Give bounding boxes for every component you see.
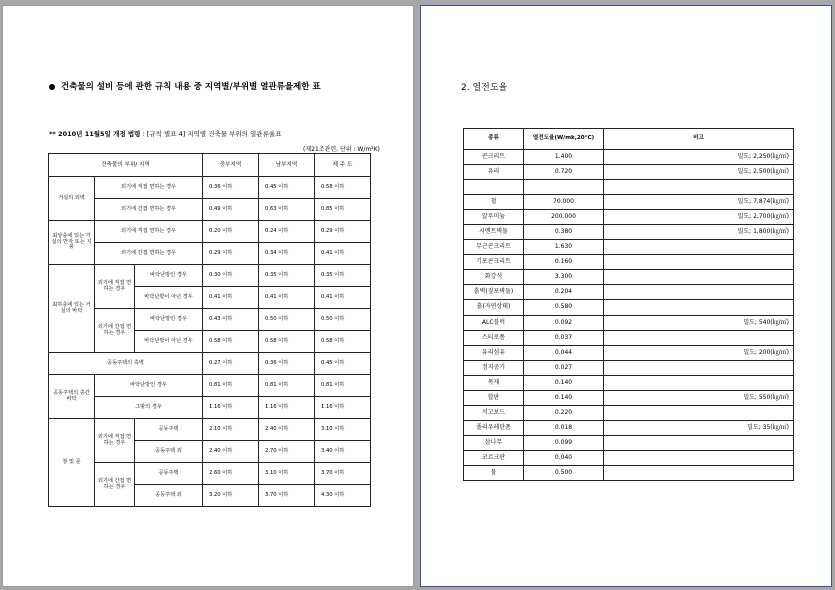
conductivity-value: 0.500 [524, 465, 604, 480]
density-note [604, 405, 794, 420]
row-label: 거실의 외벽 [49, 177, 95, 221]
right-page [420, 5, 832, 587]
value-cell: 2.70 이하 [259, 441, 315, 463]
row-condition: 외기에 직접 면하는 경우 [95, 221, 203, 243]
conductivity-value: 0.044 [524, 345, 604, 360]
header-note: 비고 [604, 129, 794, 150]
table-row [49, 419, 371, 441]
value-cell: 0.35 이하 [259, 265, 315, 287]
value-cell: 0.30 이하 [203, 265, 259, 287]
header-central: 중부지역 [203, 154, 259, 177]
density-note [604, 180, 794, 195]
bullet-icon [49, 84, 55, 90]
value-cell: 0.29 이하 [315, 221, 371, 243]
subtitle-text: : [규칙 별표 4] 지역별 건축물 부위의 열관류율표 [140, 130, 282, 138]
table-row [464, 450, 794, 465]
density-note [604, 330, 794, 345]
table-row [49, 463, 371, 485]
material-name: 흙(자연상태) [464, 300, 524, 315]
row-subgroup: 외기에 간접 면하는 경우 [95, 309, 135, 353]
value-cell: 0.58 이하 [259, 331, 315, 353]
value-cell: 0.50 이하 [315, 309, 371, 331]
density-note: 밀도; 2,500(㎏/㎥) [604, 165, 794, 180]
value-cell: 0.34 이하 [259, 243, 315, 265]
material-name: 정지공기 [464, 360, 524, 375]
table-row [464, 330, 794, 345]
table-row [49, 309, 371, 331]
value-cell: 2.40 이하 [259, 419, 315, 441]
conductivity-title: 2. 열전도율 [461, 83, 508, 93]
row-condition: 공동주택 외 [135, 441, 203, 463]
value-cell: 0.41 이하 [315, 287, 371, 309]
material-name: 합판 [464, 390, 524, 405]
density-note: 밀도; 2,700(㎏/㎥) [604, 210, 794, 225]
u-value-table [48, 153, 371, 507]
row-subgroup: 외기에 직접 면하는 경우 [95, 419, 135, 463]
material-name: 삼나무 [464, 435, 524, 450]
value-cell: 0.41 이하 [203, 287, 259, 309]
value-cell: 0.29 이하 [203, 243, 259, 265]
material-name: 시멘트벽돌 [464, 225, 524, 240]
conductivity-value: 3.300 [524, 270, 604, 285]
conductivity-value: 0.580 [524, 300, 604, 315]
conductivity-value: 200.000 [524, 210, 604, 225]
table-row [464, 165, 794, 180]
row-condition: 공동주택 [135, 419, 203, 441]
material-name: 유리섬유 [464, 345, 524, 360]
material-name: 철 [464, 195, 524, 210]
table-row [464, 285, 794, 300]
row-condition: 외기에 직접 면하는 경우 [95, 177, 203, 199]
row-condition: 바닥난방인 경우 [135, 309, 203, 331]
table-row [464, 360, 794, 375]
density-note: 밀도; 7,874(㎏/㎥) [604, 195, 794, 210]
value-cell: 3.70 이하 [259, 485, 315, 507]
table-row [464, 180, 794, 195]
value-cell: 0.24 이하 [259, 221, 315, 243]
table-row [464, 420, 794, 435]
value-cell: 3.70 이하 [315, 463, 371, 485]
table-row [464, 435, 794, 450]
row-label: 공동주택의 층간 바닥 [49, 375, 95, 419]
table-row [49, 375, 371, 397]
value-cell: 2.60 이하 [203, 463, 259, 485]
table-row [464, 465, 794, 480]
density-note [604, 270, 794, 285]
value-cell: 2.10 이하 [203, 419, 259, 441]
value-cell: 3.10 이하 [259, 463, 315, 485]
conductivity-value [524, 180, 604, 195]
value-cell: 0.36 이하 [259, 353, 315, 375]
table-row [464, 225, 794, 240]
value-cell: 0.45 이하 [259, 177, 315, 199]
material-name: 콘크리트 [464, 150, 524, 165]
row-condition: 외기에 간접 면하는 경우 [95, 199, 203, 221]
conductivity-table [463, 128, 794, 481]
table-row [464, 315, 794, 330]
row-condition: 공동주택 외 [135, 485, 203, 507]
table-row [49, 243, 371, 265]
density-note: 밀도; 550(㎏/㎥) [604, 390, 794, 405]
density-note [604, 375, 794, 390]
material-name: 석고보드 [464, 405, 524, 420]
value-cell: 0.41 이하 [315, 243, 371, 265]
row-condition: 외기에 간접 면하는 경우 [95, 243, 203, 265]
table-row [464, 405, 794, 420]
value-cell: 0.43 이하 [203, 309, 259, 331]
regulation-heading [49, 80, 321, 92]
value-cell: 1.16 이하 [315, 397, 371, 419]
header-value: 열전도율(W/mk,20°C) [524, 129, 604, 150]
value-cell: 2.40 이하 [203, 441, 259, 463]
value-cell: 0.81 이하 [203, 375, 259, 397]
conductivity-value: 0.140 [524, 390, 604, 405]
conductivity-value: 0.027 [524, 360, 604, 375]
value-cell: 4.30 이하 [315, 485, 371, 507]
table-row [49, 265, 371, 287]
header-southern: 남부지역 [259, 154, 315, 177]
density-note [604, 450, 794, 465]
density-note: 밀도; 200(㎏/㎥) [604, 345, 794, 360]
conductivity-value: 0.018 [524, 420, 604, 435]
regulation-title: 건축물의 설비 등에 관한 규칙 내용 중 지역별/부위별 열관류율제한 표 [61, 82, 321, 92]
value-cell: 0.58 이하 [203, 331, 259, 353]
table-row [464, 240, 794, 255]
row-condition: 그밖의 경우 [95, 397, 203, 419]
value-cell: 3.10 이하 [315, 419, 371, 441]
value-cell: 0.50 이하 [259, 309, 315, 331]
material-name [464, 180, 524, 195]
density-note [604, 285, 794, 300]
value-cell: 0.45 이하 [315, 353, 371, 375]
conductivity-value: 0.720 [524, 165, 604, 180]
density-note: 밀도; 2,250(㎏/㎥) [604, 150, 794, 165]
table-row [464, 150, 794, 165]
row-condition: 바닥난방인 경우 [135, 265, 203, 287]
conductivity-value: 1.400 [524, 150, 604, 165]
row-label: 최상층에 있는 거실의 반자 또는 지붕 [49, 221, 95, 265]
conductivity-value: 0.204 [524, 285, 604, 300]
table-row [464, 255, 794, 270]
density-note [604, 255, 794, 270]
density-note: 밀도; 1,800(㎏/㎥) [604, 225, 794, 240]
header-kind: 종류 [464, 129, 524, 150]
value-cell: 1.16 이하 [203, 397, 259, 419]
material-name: 코르크판 [464, 450, 524, 465]
value-cell: 0.81 이하 [315, 375, 371, 397]
conductivity-value: 0.140 [524, 375, 604, 390]
material-name: 알루미늄 [464, 210, 524, 225]
value-cell: 0.63 이하 [259, 199, 315, 221]
header-part: 건축물의 부위/ 지역 [49, 154, 203, 177]
row-subgroup: 외기에 직접 면하는 경우 [95, 265, 135, 309]
row-condition: 바닥난방인 경우 [95, 375, 203, 397]
table-row [464, 300, 794, 315]
density-note [604, 360, 794, 375]
table-row [49, 177, 371, 199]
value-cell: 0.58 이하 [315, 331, 371, 353]
conductivity-value: 0.220 [524, 405, 604, 420]
value-cell: 3.20 이하 [203, 485, 259, 507]
conductivity-value: 0.092 [524, 315, 604, 330]
value-cell: 0.58 이하 [315, 177, 371, 199]
table-row [464, 345, 794, 360]
table-row [464, 270, 794, 285]
table-row [49, 397, 371, 419]
value-cell: 0.35 이하 [315, 265, 371, 287]
material-name: 화강석 [464, 270, 524, 285]
row-label: 창 및 문 [49, 419, 95, 507]
table-row [49, 221, 371, 243]
material-name: 목재 [464, 375, 524, 390]
row-condition: 공동주택 [135, 463, 203, 485]
material-name: 무근콘크리트 [464, 240, 524, 255]
density-note [604, 465, 794, 480]
value-cell: 0.20 이하 [203, 221, 259, 243]
value-cell: 0.49 이하 [203, 199, 259, 221]
table-row [464, 195, 794, 210]
density-note [604, 240, 794, 255]
row-condition: 바닥난방이 아닌 경우 [135, 287, 203, 309]
value-cell: 0.41 이하 [259, 287, 315, 309]
value-cell: 3.40 이하 [315, 441, 371, 463]
table-row [464, 375, 794, 390]
left-page [2, 5, 414, 587]
value-cell: 0.27 이하 [203, 353, 259, 375]
conductivity-value: 0.380 [524, 225, 604, 240]
value-cell: 0.85 이하 [315, 199, 371, 221]
unit-note: (제21조관련, 단위 : W/m²K) [303, 146, 380, 153]
table-row [49, 353, 371, 375]
value-cell: 0.36 이하 [203, 177, 259, 199]
conductivity-value: 0.040 [524, 450, 604, 465]
header-jeju: 제 주 도 [315, 154, 371, 177]
value-cell: 0.81 이하 [259, 375, 315, 397]
conductivity-value: 0.099 [524, 435, 604, 450]
density-note: 밀도; 540(㎏/㎥) [604, 315, 794, 330]
subtitle-date: ** 2010년 11월5일 개정 법령 [49, 130, 141, 138]
material-name: 물 [464, 465, 524, 480]
row-subgroup: 외기에 간접 면하는 경우 [95, 463, 135, 507]
material-name: 폴리우레탄폼 [464, 420, 524, 435]
conductivity-value: 70.000 [524, 195, 604, 210]
value-cell: 1.16 이하 [259, 397, 315, 419]
table-row [464, 210, 794, 225]
material-name: 흙벽(짚포벽돌) [464, 285, 524, 300]
table-row [49, 199, 371, 221]
row-label: 공동주택의 측벽 [49, 353, 203, 375]
density-note [604, 300, 794, 315]
material-name: 스티로폼 [464, 330, 524, 345]
row-condition: 바닥난방이 아닌 경우 [135, 331, 203, 353]
density-note [604, 435, 794, 450]
conductivity-value: 0.037 [524, 330, 604, 345]
material-name: 유리 [464, 165, 524, 180]
conductivity-value: 0.160 [524, 255, 604, 270]
table-row [464, 390, 794, 405]
conductivity-value: 1.630 [524, 240, 604, 255]
regulation-subtitle [49, 129, 281, 138]
material-name: ALC블럭 [464, 315, 524, 330]
material-name: 기포콘크리트 [464, 255, 524, 270]
row-label: 최하층에 있는 거실의 바닥 [49, 265, 95, 353]
density-note: 밀도; 35(㎏/㎥) [604, 420, 794, 435]
